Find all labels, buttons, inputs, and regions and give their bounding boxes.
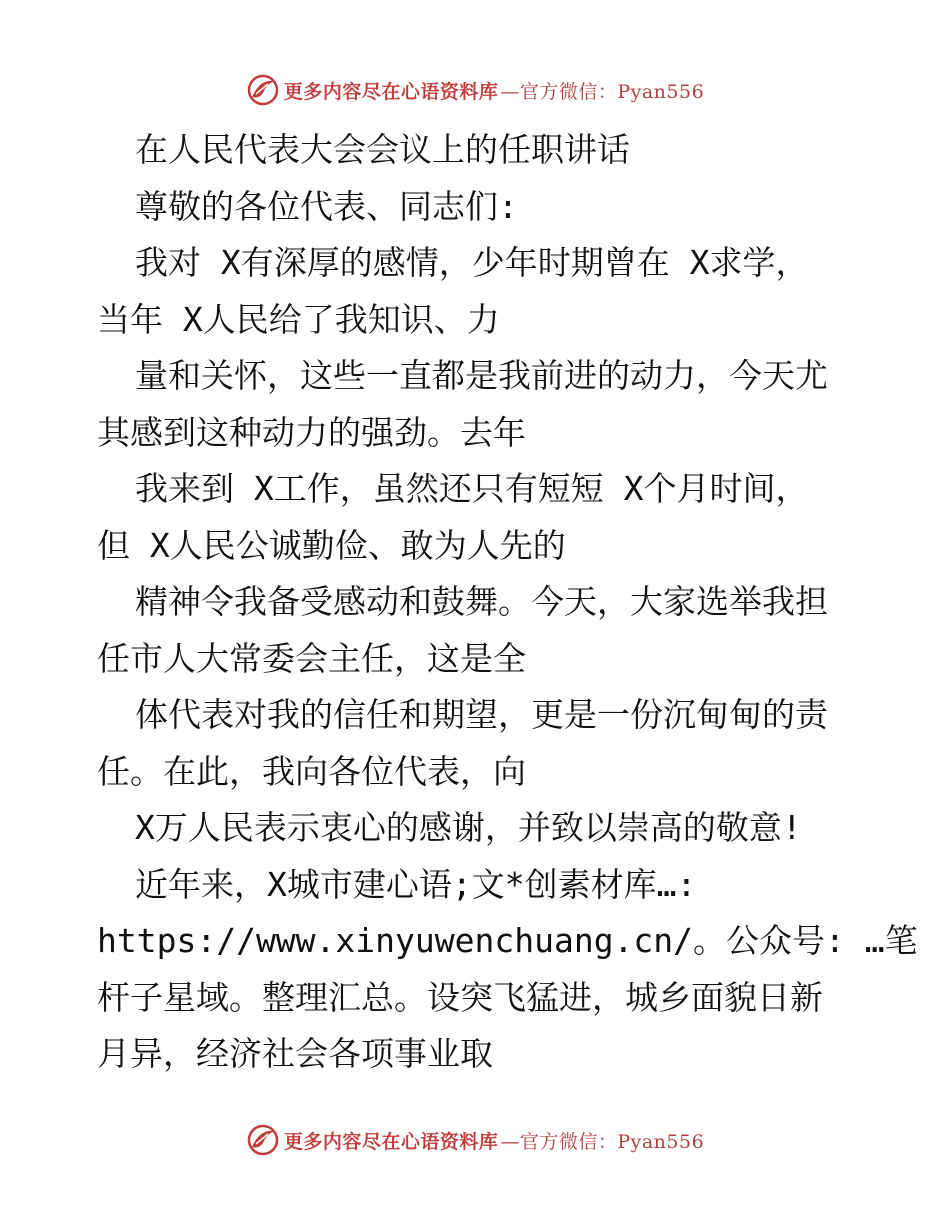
watermark-sub: —官方微信：Pyan556 xyxy=(500,1130,705,1153)
text-line: 精神令我备受感动和鼓舞。今天，大家选举我担 xyxy=(135,582,828,621)
text-line: 其感到这种动力的强劲。去年 xyxy=(97,412,526,452)
watermark-footer xyxy=(0,1120,950,1160)
watermark-text xyxy=(284,1127,704,1154)
text-line: 尊敬的各位代表、同志们: xyxy=(135,186,518,226)
text-line: 近年来，X城市建心语;文*创素材库…: xyxy=(135,864,697,904)
watermark-sub: —官方微信：Pyan556 xyxy=(500,80,705,103)
watermark-header xyxy=(0,70,950,110)
text-line: https://www.xinyuwenchuang.cn/。公众号: …笔 xyxy=(97,921,918,960)
text-line: 任市人大常委会主任，这是全 xyxy=(97,638,526,678)
text-line: 任。在此，我向各位代表，向 xyxy=(97,751,526,791)
document-body xyxy=(97,122,918,1083)
text-line: 我对 X有深厚的感情，少年时期曾在 X求学， xyxy=(135,243,809,282)
text-line: 但 X人民公诚勤俭、敢为人先的 xyxy=(97,525,566,565)
text-line: 杆子星域。整理汇总。设突飞猛进，城乡面貌日新 xyxy=(97,977,823,1017)
pen-logo-icon xyxy=(246,1123,280,1157)
text-line: X万人民表示衷心的感谢，并致以崇高的敬意! xyxy=(135,808,802,847)
text-line: 我来到 X工作，虽然还只有短短 X个月时间， xyxy=(135,469,809,508)
watermark-main: 更多内容尽在心语资料库 xyxy=(283,80,499,103)
pen-logo-icon xyxy=(246,73,280,107)
text-line: 量和关怀，这些一直都是我前进的动力，今天尤 xyxy=(135,356,828,395)
text-line: 月异，经济社会各项事业取 xyxy=(97,1034,493,1073)
text-line: 当年 X人民给了我知识、力 xyxy=(97,299,500,339)
watermark-text xyxy=(284,77,704,104)
text-line: 在人民代表大会会议上的任职讲话 xyxy=(135,130,630,169)
text-line: 体代表对我的信任和期望，更是一份沉甸甸的责 xyxy=(135,695,828,734)
watermark-main: 更多内容尽在心语资料库 xyxy=(283,1130,499,1153)
